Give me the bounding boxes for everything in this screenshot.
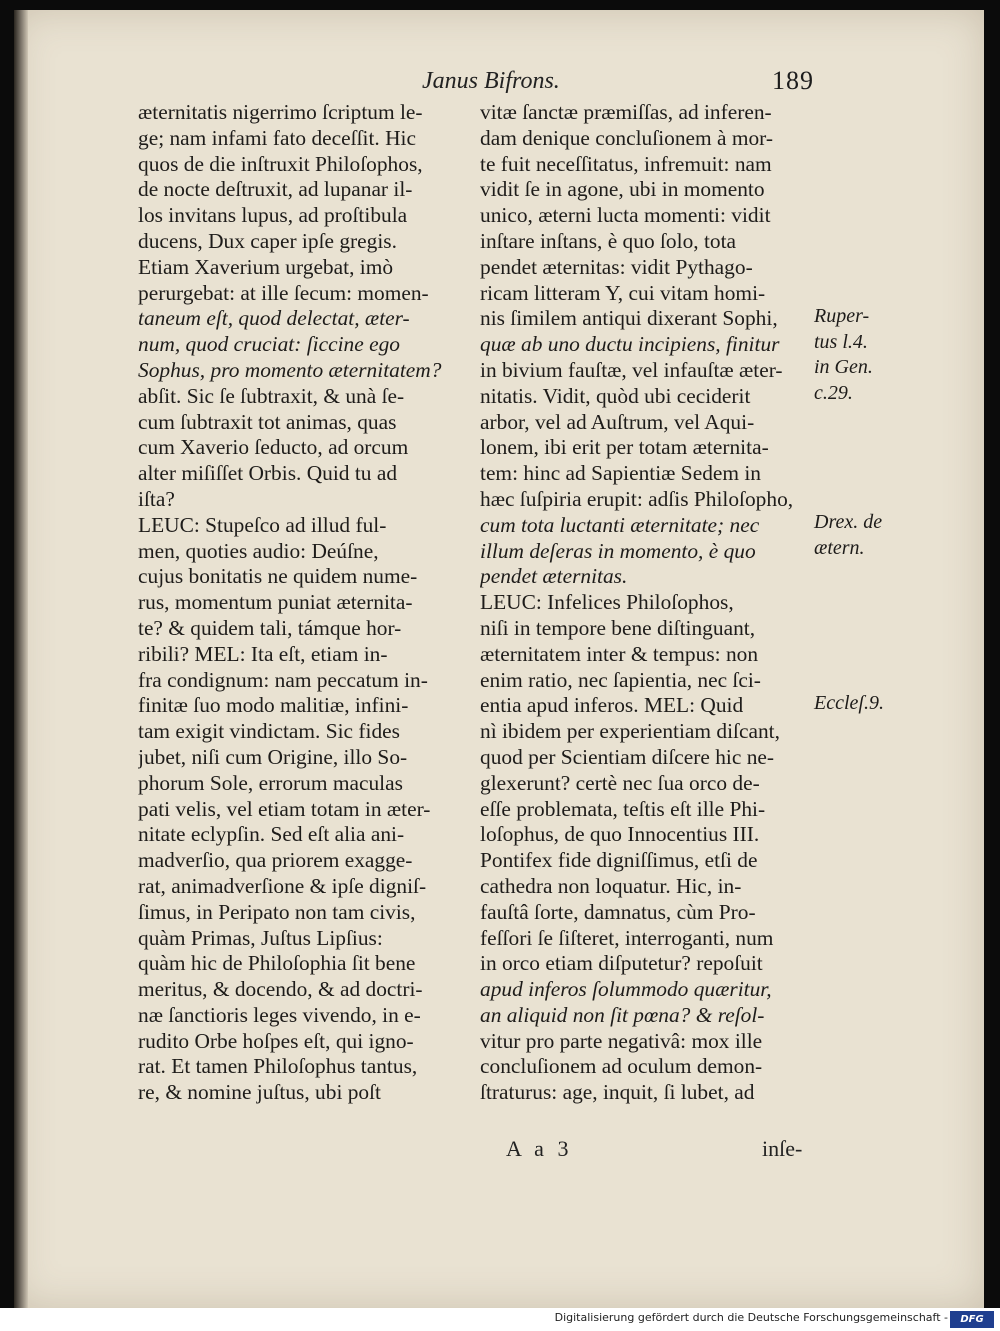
text-line: fra condignum: nam peccatum in-	[138, 667, 428, 692]
book-page	[14, 10, 984, 1308]
text-line: vitur pro parte negativâ: mox ille	[480, 1028, 763, 1053]
text-line: quæ ab uno ductu incipiens, finitur	[480, 332, 780, 357]
text-line: men, quoties audio: Deúſne,	[138, 538, 379, 563]
text-line: nis ſimilem antiqui dixerant Sophi,	[480, 306, 778, 331]
text-line: enim ratio, nec ſapientia, nec ſci-	[480, 667, 761, 692]
right-text-column	[480, 100, 810, 1180]
text-line: pendet æternitas: vidit Pythago-	[480, 254, 753, 279]
text-line: rudito Orbe hoſpes eſt, qui igno-	[138, 1028, 414, 1053]
text-line: jubet, niſi cum Origine, illo So-	[138, 744, 408, 769]
text-line: æternitatem inter & tempus: non	[480, 641, 759, 666]
text-line: feſſori ſe ſiſteret, interroganti, num	[480, 925, 774, 950]
text-line: vidit ſe in agone, ubi in momento	[480, 177, 765, 202]
text-line: niſi in tempore bene diſtinguant,	[480, 615, 756, 640]
text-line: meritus, & docendo, & ad doctri-	[138, 977, 423, 1002]
text-line: tem: hinc ad Sapientiæ Sedem in	[480, 461, 762, 486]
text-line: de nocte deſtruxit, ad lupanar il-	[138, 177, 413, 202]
text-line: loſophus, de quo Innocentius III.	[480, 822, 760, 847]
text-line: æternitatis nigerrimo ſcriptum le-	[138, 100, 423, 124]
text-line: nì ibidem per experientiam diſcant,	[480, 719, 780, 744]
margin-note: c.29.	[814, 382, 853, 405]
margin-note: Eccleſ.9.	[814, 691, 884, 714]
text-line: eſſe problemata, teſtis eſt ille Phi-	[480, 796, 766, 821]
text-line: apud inferos ſolummodo quæritur,	[480, 977, 772, 1002]
text-line: quàm hic de Philoſophia ſit bene	[138, 951, 416, 976]
text-line: alter miſiſſet Orbis. Quid tu ad	[138, 461, 398, 486]
text-line: Etiam Xaverium urgebat, imò	[138, 254, 394, 279]
running-title: Janus Bifrons.	[422, 68, 560, 94]
dfg-logo-icon: DFG	[950, 1311, 994, 1328]
text-line: ſimus, in Peripato non tam civis,	[138, 899, 416, 924]
text-line: cathedra non loquatur. Hic, in-	[480, 873, 742, 898]
margin-note: Ruper-	[814, 304, 870, 327]
left-text-column	[138, 100, 468, 1180]
text-line: rat, animadverſione & ipſe digniſ-	[138, 873, 427, 898]
text-line: LEUC: Stupeſco ad illud ful-	[138, 512, 387, 537]
text-line: fauſtâ ſorte, damnatus, cùm Pro-	[480, 899, 756, 924]
text-line: in orco etiam diſputetur? repoſuit	[480, 951, 763, 976]
text-line: tam exigit vindictam. Sic fides	[138, 719, 400, 744]
funding-credit: Digitalisierung gefördert durch die Deutsche Forschungsgemeinschaft -	[554, 1311, 948, 1324]
text-line: vitæ ſanctæ præmiſſas, ad inferen-	[480, 100, 772, 124]
text-line: te? & quidem tali, támque hor-	[138, 615, 402, 640]
text-line: quod per Scientiam diſcere hic ne-	[480, 744, 775, 769]
text-line: inſtare inſtans, è quo ſolo, tota	[480, 228, 737, 253]
text-line: glexerunt? certè nec ſua orco de-	[480, 770, 760, 795]
text-line: rus, momentum puniat æternita-	[138, 590, 413, 615]
text-line: te fuit neceſſitatus, infremuit: nam	[480, 151, 772, 176]
text-line: iſta?	[138, 486, 175, 511]
text-line: hæc ſuſpiria erupit: adſis Philoſopho,	[480, 486, 794, 511]
text-line: quos de die inſtruxit Philoſophos,	[138, 151, 423, 176]
text-line: num, quod cruciat: ſiccine ego	[138, 332, 400, 357]
margin-note: Drex. de	[814, 511, 883, 534]
margin-note: ætern.	[814, 537, 865, 560]
page-number: 189	[772, 66, 814, 95]
text-line: pendet æternitas.	[480, 564, 628, 589]
text-line: quàm Primas, Juſtus Lipſius:	[138, 925, 383, 950]
text-line: nitate eclypſin. Sed eſt alia ani-	[138, 822, 405, 847]
text-line: ribili? MEL: Ita eſt, etiam in-	[138, 641, 388, 666]
text-line: cujus bonitatis ne quidem nume-	[138, 564, 418, 589]
text-line: taneum eſt, quod delectat, æter-	[138, 306, 410, 331]
text-line: ge; nam infami fato deceſſit. Hic	[138, 125, 416, 150]
text-line: dam denique concluſionem à mor-	[480, 125, 774, 150]
text-line: cum ſubtraxit tot animas, quas	[138, 409, 397, 434]
text-line: rat. Et tamen Philoſophus tantus,	[138, 1054, 418, 1079]
text-line: perurgebat: at ille ſecum: momen-	[138, 280, 429, 305]
text-line: los invitans lupus, ad proſtibula	[138, 203, 408, 228]
page-edge-shadow	[14, 10, 28, 1308]
text-line: Sophus, pro momento æternitatem?	[138, 357, 442, 382]
footer-bar	[0, 1308, 1000, 1331]
text-line: an aliquid non ſit pœna? & reſol-	[480, 1002, 765, 1027]
text-line: ducens, Dux caper ipſe gregis.	[138, 228, 397, 253]
text-line: lonem, ibi erit per totam æternita-	[480, 435, 769, 460]
text-line: pati velis, vel etiam totam in æter-	[138, 796, 431, 821]
text-line: in bivium fauſtæ, vel infauſtæ æter-	[480, 357, 783, 382]
text-line: cum Xaverio ſeducto, ad orcum	[138, 435, 409, 460]
signature-mark: A a 3	[506, 1136, 573, 1161]
text-line: nitatis. Vidit, quòd ubi ceciderit	[480, 383, 751, 408]
text-line: re, & nomine juſtus, ubi poſt	[138, 1080, 382, 1105]
text-line: entia apud inferos. MEL: Quid	[480, 693, 744, 718]
text-line: LEUC: Infelices Philoſophos,	[480, 590, 734, 615]
running-head	[394, 62, 814, 102]
text-line: næ ſanctioris leges vivendo, in e-	[138, 1002, 421, 1027]
text-line: concluſionem ad oculum demon-	[480, 1054, 763, 1079]
text-line: abſit. Sic ſe ſubtraxit, & unà ſe-	[138, 383, 405, 408]
text-line: cum tota luctanti æternitate; nec	[480, 512, 760, 537]
margin-note: tus l.4.	[814, 330, 868, 353]
margin-note: in Gen.	[814, 356, 873, 379]
text-line: illum deſeras in momento, è quo	[480, 538, 756, 563]
text-line: ricam litteram Y, cui vitam homi-	[480, 280, 766, 305]
text-line: Pontifex fide digniſſimus, etſi de	[480, 848, 758, 873]
text-line: unico, æterni lucta momenti: vidit	[480, 203, 771, 228]
text-line: phorum Sole, errorum maculas	[138, 770, 403, 795]
text-line: arbor, vel ad Auſtrum, vel Aqui-	[480, 409, 755, 434]
text-line: ſtraturus: age, inquit, ſi lubet, ad	[480, 1080, 755, 1105]
text-line: finitæ ſuo modo malitiæ, infini-	[138, 693, 409, 718]
text-line: madverſio, qua priorem exagge-	[138, 848, 413, 873]
catchword: inſe-	[762, 1136, 803, 1161]
